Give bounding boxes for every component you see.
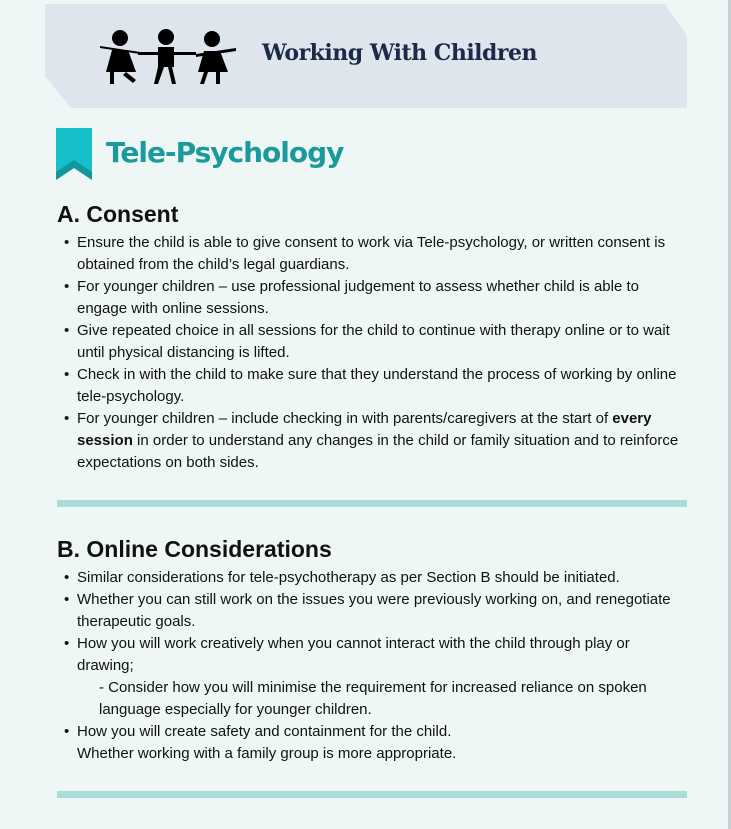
divider [57, 500, 687, 507]
emphasis-text: every session [77, 410, 652, 449]
list-item: • Whether you can still work on the issues you were previously working on, and renegotiate therapeutic goals. [62, 589, 682, 633]
online-heading: B. Online Considerations [57, 536, 332, 562]
section-title: Tele-Psychology [106, 136, 344, 169]
consent-list [62, 232, 682, 474]
list-item: • For younger children – use professional judgement to assess whether child is able to engage with online sessions. [62, 276, 682, 320]
list-item [62, 408, 682, 474]
list-item-continuation: Whether working with a family group is more appropriate. [77, 745, 457, 762]
divider [57, 791, 687, 798]
children-holding-hands-icon [100, 28, 236, 86]
list-item: • Ensure the child is able to give consent to work via Tele-psychology, or written consent is obtained from the child’s legal guardians. [62, 232, 682, 276]
list-item: • Similar considerations for tele-psychotherapy as per Section B should be initiated. [62, 567, 682, 589]
list-item: • Check in with the child to make sure that they understand the process of working by online tele-psychology. [62, 364, 682, 408]
item-text: in order to understand any changes in the child or family situation and to reinforce expectations on both sides. [77, 432, 679, 471]
list-item: • Give repeated choice in all sessions for the child to continue with therapy online or to wait until physical distancing is lifted. [62, 320, 682, 364]
bookmark-icon [56, 128, 92, 180]
online-list [62, 567, 682, 765]
banner-title: Working With Children [262, 40, 537, 66]
consent-heading: A. Consent [57, 201, 179, 227]
sub-item: - Consider how you will minimise the requirement for increased reliance on spoken language especially for younger children. [99, 679, 647, 718]
list-item: • How you will work creatively when you cannot interact with the child through play or drawing; [62, 633, 682, 677]
list-item: • How you will create safety and containment for the child. [62, 721, 682, 743]
item-text: For younger children – include checking in with parents/caregivers at the start of [77, 410, 613, 427]
